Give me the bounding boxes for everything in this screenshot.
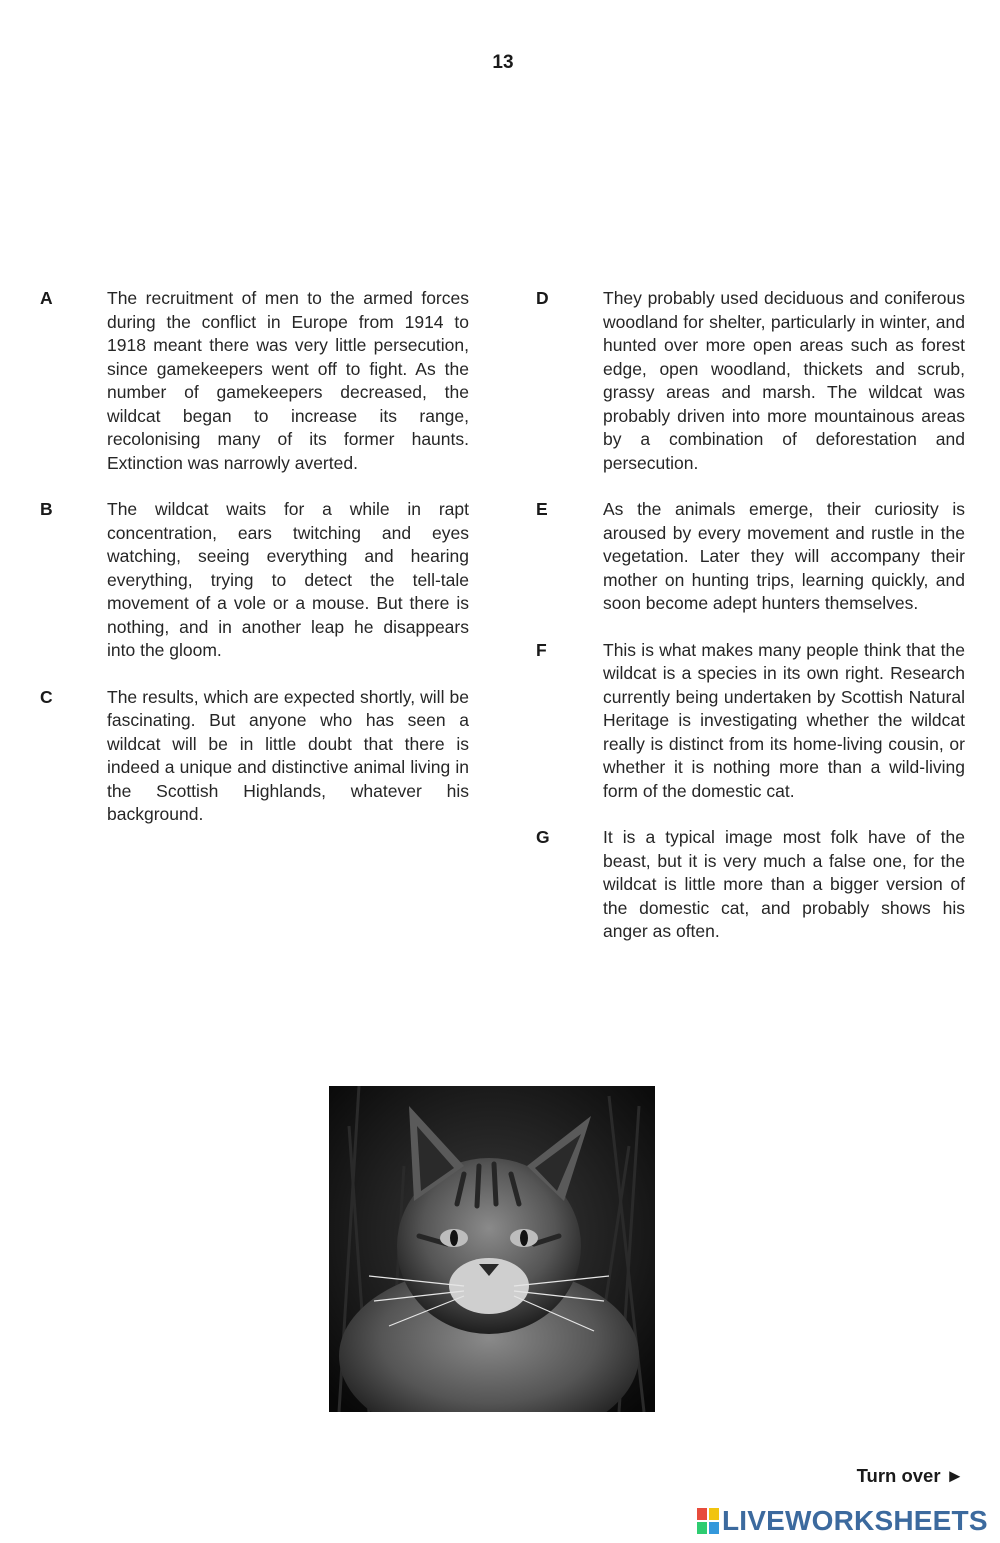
wildcat-photo — [329, 1086, 655, 1412]
paragraph-a — [40, 287, 472, 475]
page-number: 13 — [492, 52, 514, 73]
paragraph-e — [536, 498, 968, 616]
paragraph-text: They probably used deciduous and coniferous woodland for shelter, particularly in winter, and hunted over more open areas such as forest edge, open woodland, thickets and scrub, grassy areas and marsh. The wildcat was probably driven into more mountainous areas by a combination of deforestation and persecution. — [603, 288, 965, 473]
paragraph-f — [536, 639, 968, 804]
paragraph-d — [536, 287, 968, 475]
paragraph-c — [40, 686, 472, 827]
right-column — [536, 287, 968, 967]
paragraph-text: The wildcat waits for a while in rapt concentration, ears twitching and eyes watching, seeing everything and hearing everything, trying to detect the tell-tale movement of a vole or a mouse. But there is nothing, and in another leap he disappears into the gloom. — [107, 499, 469, 660]
paragraph-letter: B — [40, 499, 53, 519]
paragraph-text: The results, which are expected shortly, will be fascinating. But anyone who has seen a wildcat will be in little doubt that there is indeed a unique and distinctive animal living in the Scottish Highlands, whatever his background. — [107, 686, 469, 824]
logo-text: LIVEWORKSHEETS — [722, 1505, 988, 1536]
paragraph-text: This is what makes many people think that the wildcat is a species in its own right. Research currently being undertaken by Scottish Natural Heritage is investigating whether the wildcat really is distinct from its home-living cousin, or whether it is nothing more than a wild-living form of the domestic cat. — [603, 639, 965, 801]
paragraph-text: The recruitment of men to the armed forces during the conflict in Europe from 1914 to 1918 meant there was very little persecution, since gamekeepers went off to fight. As the number of gamekeepers decreased, the wildcat began to increase its range, recolonising many of its former haunts. Extinction was narrowly averted. — [107, 288, 469, 473]
paragraph-letter: A — [40, 288, 53, 308]
paragraph-letter: D — [536, 288, 549, 308]
paragraph-letter: G — [536, 827, 550, 847]
paragraph-text: As the animals emerge, their curiosity is aroused by every movement and rustle in the vegetation. Later they will accompany their mother on hunting trips, learning quickly, and soon become adept hunters themselves. — [603, 499, 965, 613]
paragraph-g — [536, 826, 968, 944]
liveworksheets-logo — [697, 1505, 988, 1537]
paragraph-text: It is a typical image most folk have of the beast, but it is very much a false one, for the wildcat is little more than a bigger version of the domestic cat, and probably shows his anger as often. — [603, 827, 965, 941]
liveworksheets-logo-icon — [697, 1508, 719, 1534]
paragraph-letter: C — [40, 686, 53, 707]
wildcat-image-icon — [329, 1086, 655, 1412]
paragraph-letter: F — [536, 639, 547, 660]
paragraph-b — [40, 498, 472, 663]
left-column — [40, 287, 472, 850]
turn-over-label: Turn over ► — [856, 1465, 964, 1486]
paragraph-letter: E — [536, 499, 548, 519]
